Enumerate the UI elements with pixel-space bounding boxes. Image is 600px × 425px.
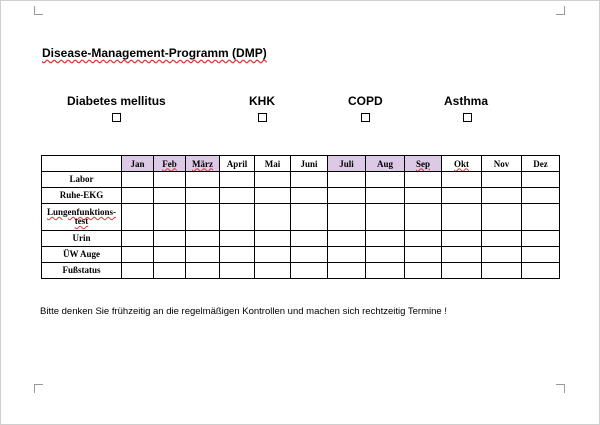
month-header: Aug [366,156,405,172]
table-cell[interactable] [405,231,442,247]
crop-mark-bottom-right [556,384,565,393]
table-row [42,172,560,188]
table-cell[interactable] [405,172,442,188]
table-cell[interactable] [255,263,291,279]
dmp-schedule-table [41,155,560,279]
checkbox-diabetes[interactable] [112,113,121,122]
table-cell[interactable] [291,247,328,263]
table-cell[interactable] [328,263,366,279]
condition-label-khk: KHK [249,94,275,108]
table-cell[interactable] [328,204,366,231]
table-cell[interactable] [442,204,482,231]
table-cell[interactable] [122,172,154,188]
table-cell[interactable] [122,263,154,279]
table-row [42,231,560,247]
month-header: Dez [522,156,560,172]
table-cell[interactable] [405,247,442,263]
table-cell[interactable] [522,172,560,188]
table-cell[interactable] [482,204,522,231]
table-row [42,188,560,204]
table-cell[interactable] [186,188,220,204]
table-cell[interactable] [522,188,560,204]
reminder-footnote: Bitte denken Sie frühzeitig an die regelmäßigen Kontrollen und machen sich rechtzeitig Termine ! [40,306,447,317]
month-header: März [186,156,220,172]
crop-mark-top-left [34,6,43,15]
table-cell[interactable] [328,247,366,263]
checkbox-khk[interactable] [258,113,267,122]
table-cell[interactable] [482,231,522,247]
table-cell[interactable] [122,188,154,204]
table-cell[interactable] [255,231,291,247]
crop-mark-bottom-left [34,384,43,393]
table-cell[interactable] [291,172,328,188]
table-cell[interactable] [154,231,186,247]
table-cell[interactable] [328,231,366,247]
table-cell[interactable] [220,188,255,204]
table-cell[interactable] [366,204,405,231]
table-cell[interactable] [186,172,220,188]
table-cell[interactable] [186,231,220,247]
table-cell[interactable] [522,231,560,247]
table-cell[interactable] [366,231,405,247]
month-header: Feb [154,156,186,172]
table-cell[interactable] [366,172,405,188]
table-cell[interactable] [291,188,328,204]
table-cell[interactable] [255,172,291,188]
condition-label-asthma: Asthma [444,94,489,108]
table-cell[interactable] [522,204,560,231]
condition-label-diabetes: Diabetes mellitus [67,94,166,108]
row-label: ÜW Auge [42,247,122,263]
table-row [42,247,560,263]
month-header: April [220,156,255,172]
table-cell[interactable] [522,263,560,279]
table-cell[interactable] [366,188,405,204]
row-label: Lungenfunktions-test [42,204,122,231]
table-cell[interactable] [291,231,328,247]
table-cell[interactable] [442,263,482,279]
table-cell[interactable] [154,204,186,231]
table-cell[interactable] [442,172,482,188]
table-cell[interactable] [122,231,154,247]
table-cell[interactable] [291,263,328,279]
month-header: Mai [255,156,291,172]
table-cell[interactable] [220,204,255,231]
table-cell[interactable] [186,247,220,263]
table-row [42,204,560,231]
table-cell[interactable] [405,263,442,279]
month-header: Nov [482,156,522,172]
row-label: Ruhe-EKG [42,188,122,204]
table-cell[interactable] [405,204,442,231]
row-label: Fußstatus [42,263,122,279]
table-cell[interactable] [482,188,522,204]
table-cell[interactable] [220,263,255,279]
table-cell[interactable] [366,247,405,263]
table-cell[interactable] [122,247,154,263]
table-cell[interactable] [220,247,255,263]
table-cell[interactable] [482,172,522,188]
table-cell[interactable] [442,188,482,204]
table-cell[interactable] [482,263,522,279]
month-header: Okt [442,156,482,172]
table-cell[interactable] [255,247,291,263]
month-header: Juli [328,156,366,172]
header-row [42,156,560,172]
table-cell[interactable] [154,263,186,279]
month-header: Juni [291,156,328,172]
crop-mark-top-right [556,6,565,15]
table-cell[interactable] [154,188,186,204]
month-header: Sep [405,156,442,172]
table-cell[interactable] [328,188,366,204]
row-label: Labor [42,172,122,188]
table-cell[interactable] [442,247,482,263]
table-cell[interactable] [186,263,220,279]
table-cell[interactable] [328,172,366,188]
checkbox-asthma[interactable] [463,113,472,122]
table-cell[interactable] [255,204,291,231]
table-cell[interactable] [482,247,522,263]
table-cell[interactable] [366,263,405,279]
table-cell[interactable] [122,204,154,231]
table-cell[interactable] [220,231,255,247]
table-cell[interactable] [291,204,328,231]
table-cell[interactable] [154,172,186,188]
document-title: Disease-Management-Programm (DMP) [42,46,267,60]
table-cell[interactable] [522,247,560,263]
table-row [42,263,560,279]
table-cell[interactable] [255,188,291,204]
month-header: Jan [122,156,154,172]
row-label: Urin [42,231,122,247]
table-cell[interactable] [442,231,482,247]
table-cell[interactable] [186,204,220,231]
checkbox-copd[interactable] [361,113,370,122]
condition-label-copd: COPD [348,94,383,108]
corner-cell [42,156,122,172]
table-cell[interactable] [220,172,255,188]
table-cell[interactable] [154,247,186,263]
table-cell[interactable] [405,188,442,204]
